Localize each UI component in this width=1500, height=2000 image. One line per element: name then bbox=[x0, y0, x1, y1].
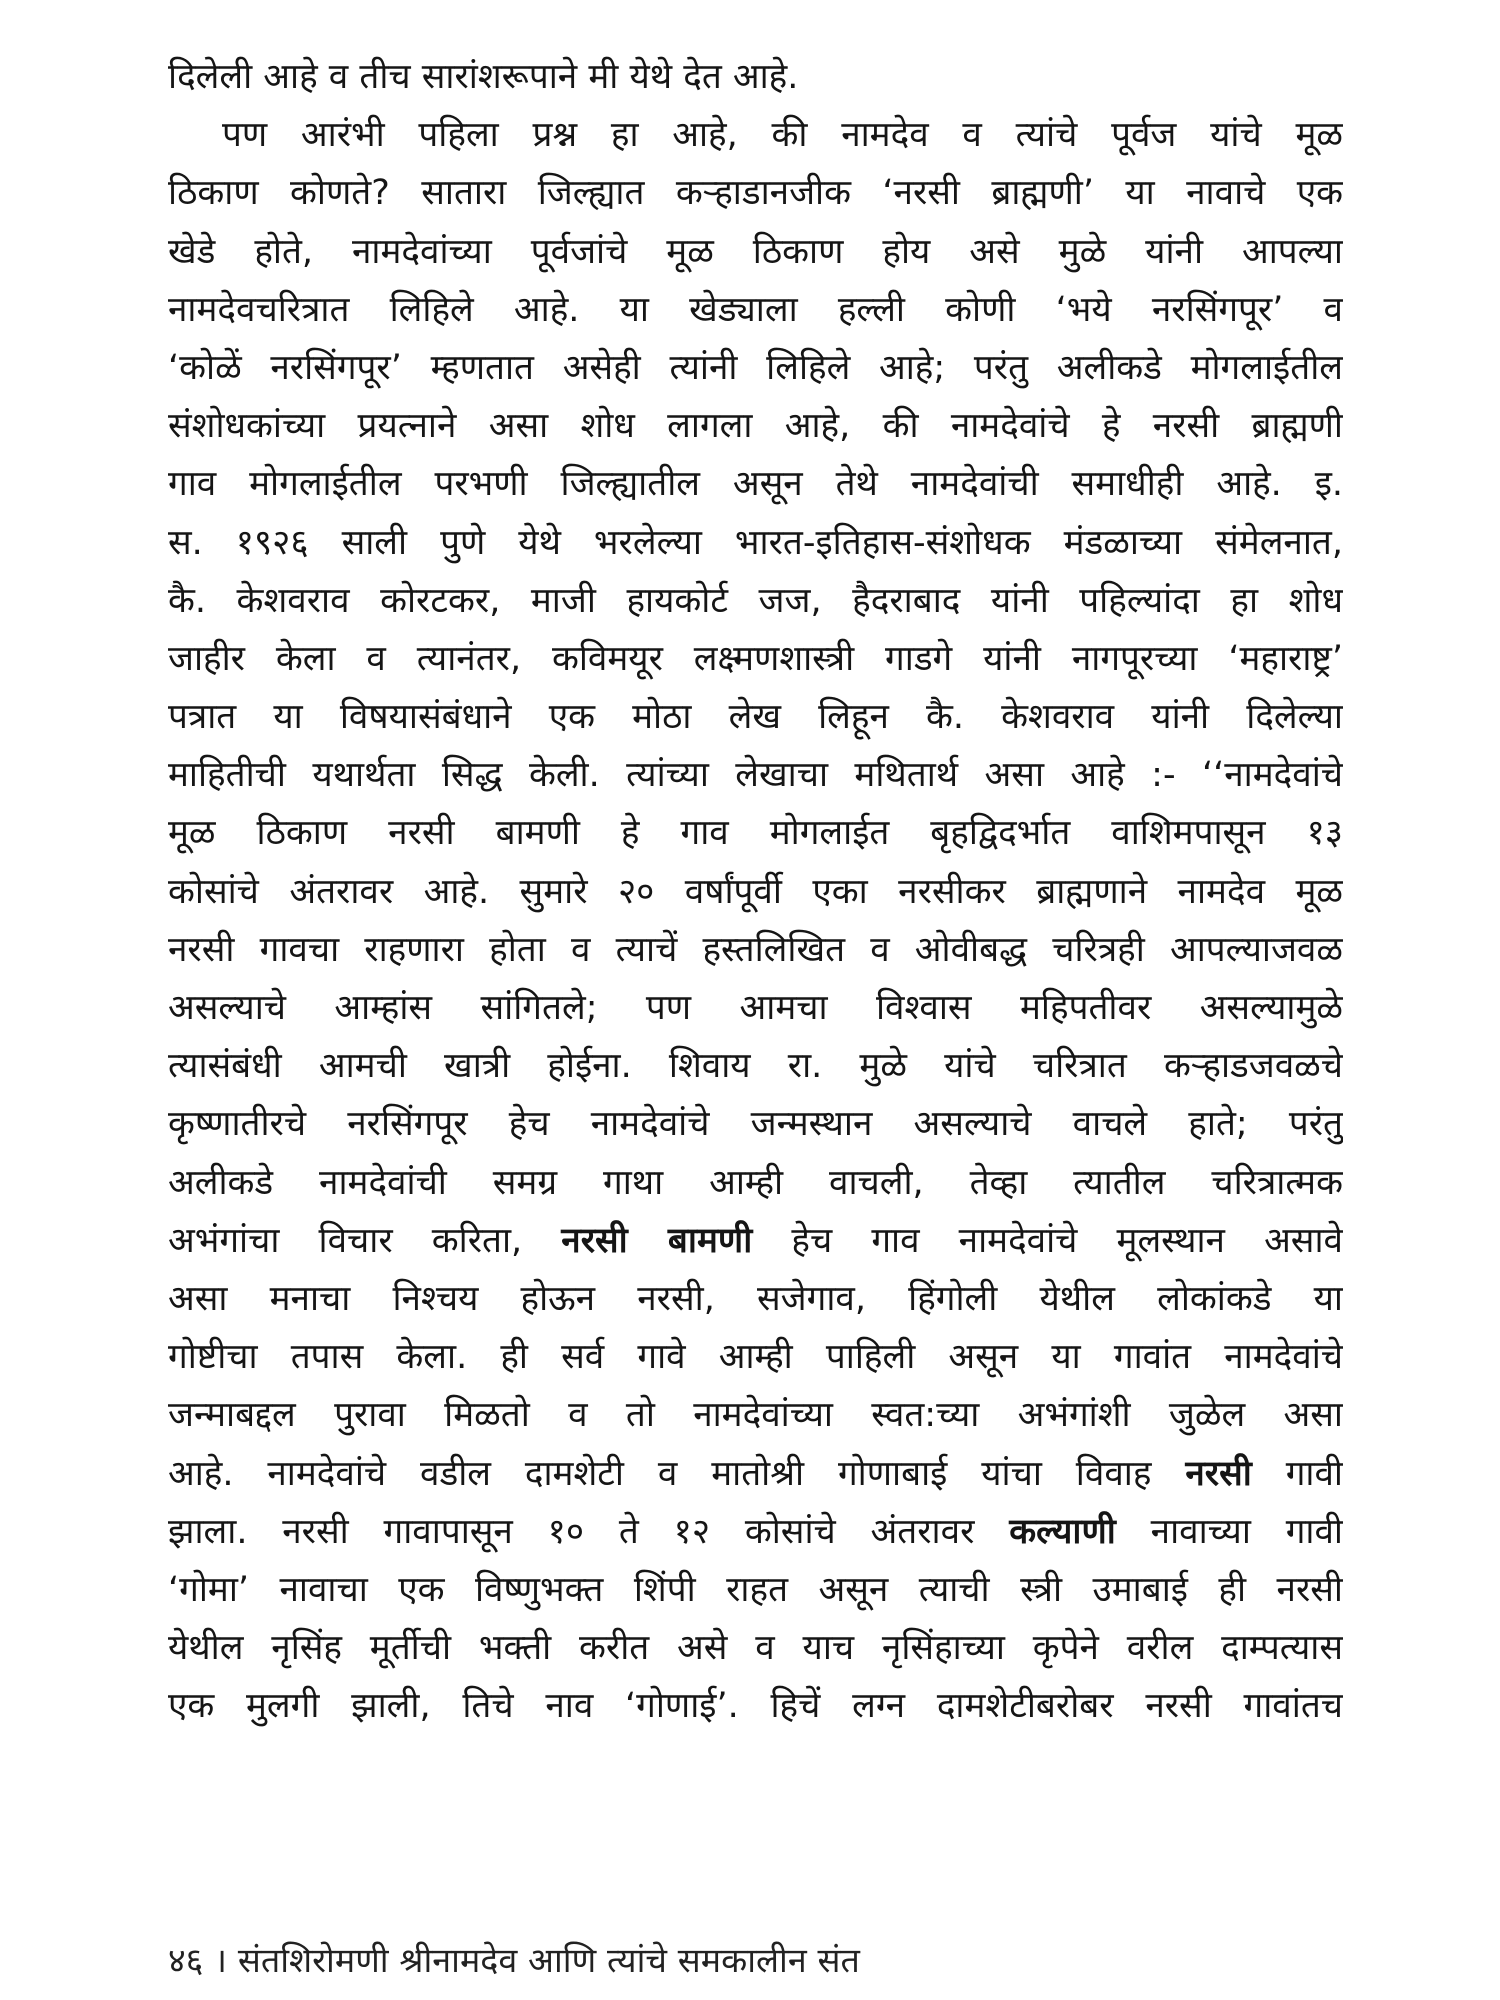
text-line: खेडे होते, नामदेवांच्या पूर्वजांचे मूळ ठिकाण होय असे मुळे यांनी आपल्या bbox=[168, 231, 1343, 272]
text-line: असल्याचे आम्हांस सांगितले; पण आमचा विश्वास महिपतीवर असल्यामुळे bbox=[168, 988, 1343, 1028]
text-line: दिलेली आहे व तीच सारांशरूपाने मी येथे देत आहे. bbox=[168, 57, 799, 97]
bold-place-name: नरसी बामणी bbox=[561, 1220, 753, 1261]
text-line: नरसी गावचा राहणारा होता व त्याचें हस्तलिखित व ओवीबद्ध चरित्रही आपल्याजवळ bbox=[168, 929, 1343, 970]
text-line: नामदेवचरित्रात लिहिले आहे. या खेड्याला हल्ली कोणी ‘भये नरसिंगपूर’ व bbox=[168, 289, 1343, 330]
text-line: जन्माबद्दल पुरावा मिळतो व तो नामदेवांच्या स्वत:च्या अभंगांशी जुळेल असा bbox=[168, 1395, 1343, 1436]
text-line: ‘गोमा’ नावाचा एक विष्णुभक्त शिंपी राहत असून त्याची स्त्री उमाबाई ही नरसी bbox=[168, 1569, 1343, 1610]
text-line bbox=[168, 1212, 1343, 1270]
page-footer: ४६ । संतशिरोमणी श्रीनामदेव आणि त्यांचे समकालीन संत bbox=[168, 1941, 860, 1981]
text-line: माहितीची यथार्थता सिद्ध केली. त्यांच्या लेखाचा मथितार्थ असा आहे :- ‘‘नामदेवांचे bbox=[168, 755, 1343, 796]
text-fragment: हेच गाव नामदेवांचे मूलस्थान असावे bbox=[752, 1220, 1343, 1261]
text-line: त्यासंबंधी आमची खात्री होईना. शिवाय रा. मुळे यांचे चरित्रात कऱ्हाडजवळचे bbox=[168, 1046, 1343, 1087]
bold-place-name: कल्याणी bbox=[1009, 1511, 1116, 1552]
text-fragment: गावी bbox=[1251, 1453, 1343, 1494]
text-fragment: अभंगांचा विचार करिता, bbox=[168, 1220, 562, 1261]
text-line: ठिकाण कोणते? सातारा जिल्ह्यात कऱ्हाडानजीक ‘नरसी ब्राह्मणी’ या नावाचे एक bbox=[168, 173, 1343, 214]
text-line: कोसांचे अंतरावर आहे. सुमारे २० वर्षांपूर्वी एका नरसीकर ब्राह्मणाने नामदेव मूळ bbox=[168, 871, 1343, 912]
text-line: कृष्णातीरचे नरसिंगपूर हेच नामदेवांचे जन्मस्थान असल्याचे वाचले हाते; परंतु bbox=[168, 1104, 1343, 1145]
text-line: पत्रात या विषयासंबंधाने एक मोठा लेख लिहून कै. केशवराव यांनी दिलेल्या bbox=[168, 697, 1343, 738]
text-line: येथील नृसिंह मूर्तीची भक्ती करीत असे व याच नृसिंहाच्या कृपेने वरील दाम्पत्यास bbox=[168, 1628, 1343, 1669]
text-line: जाहीर केला व त्यानंतर, कविमयूर लक्ष्मणशास्त्री गाडगे यांनी नागपूरच्या ‘महाराष्ट्र’ bbox=[168, 638, 1343, 679]
text-line: मूळ ठिकाण नरसी बामणी हे गाव मोगलाईत बृहद्विदर्भात वाशिमपासून १३ bbox=[168, 813, 1343, 854]
text-line: ‘कोळें नरसिंगपूर’ म्हणतात असेही त्यांनी लिहिले आहे; परंतु अलीकडे मोगलाईतील bbox=[168, 347, 1343, 388]
text-line: गाव मोगलाईतील परभणी जिल्ह्यातील असून तेथे नामदेवांची समाधीही आहे. इ. bbox=[168, 464, 1343, 505]
text-line: संशोधकांच्या प्रयत्नाने असा शोध लागला आहे, की नामदेवांचे हे नरसी ब्राह्मणी bbox=[168, 406, 1343, 447]
text-line bbox=[168, 1445, 1343, 1503]
text-line: स. १९२६ साली पुणे येथे भरलेल्या भारत-इतिहास-संशोधक मंडळाच्या संमेलनात, bbox=[168, 522, 1343, 563]
text-line: एक मुलगी झाली, तिचे नाव ‘गोणाई’. हिचें लग्न दामशेटीबरोबर नरसी गावांतच bbox=[168, 1686, 1343, 1727]
text-line: गोष्टीचा तपास केला. ही सर्व गावे आम्ही पाहिली असून या गावांत नामदेवांचे bbox=[168, 1337, 1343, 1378]
text-line: पण आरंभी पहिला प्रश्न हा आहे, की नामदेव व त्यांचे पूर्वज यांचे मूळ bbox=[222, 115, 1343, 156]
text-line: असा मनाचा निश्चय होऊन नरसी, सजेगाव, हिंगोली येथील लोकांकडे या bbox=[168, 1278, 1343, 1319]
text-line bbox=[168, 1503, 1343, 1561]
text-line: कै. केशवराव कोरटकर, माजी हायकोर्ट जज, हैदराबाद यांनी पहिल्यांदा हा शोध bbox=[168, 580, 1343, 621]
text-fragment: नावाच्या गावी bbox=[1115, 1511, 1343, 1552]
body-text bbox=[168, 48, 1343, 1735]
text-fragment: आहे. नामदेवांचे वडील दामशेटी व मातोश्री गोणाबाई यांचा विवाह bbox=[168, 1453, 1186, 1494]
text-fragment: झाला. नरसी गावापासून १० ते १२ कोसांचे अंतरावर bbox=[168, 1511, 1010, 1552]
bold-place-name: नरसी bbox=[1185, 1453, 1252, 1494]
text-line: अलीकडे नामदेवांची समग्र गाथा आम्ही वाचली, तेव्हा त्यातील चरित्रात्मक bbox=[168, 1162, 1343, 1203]
